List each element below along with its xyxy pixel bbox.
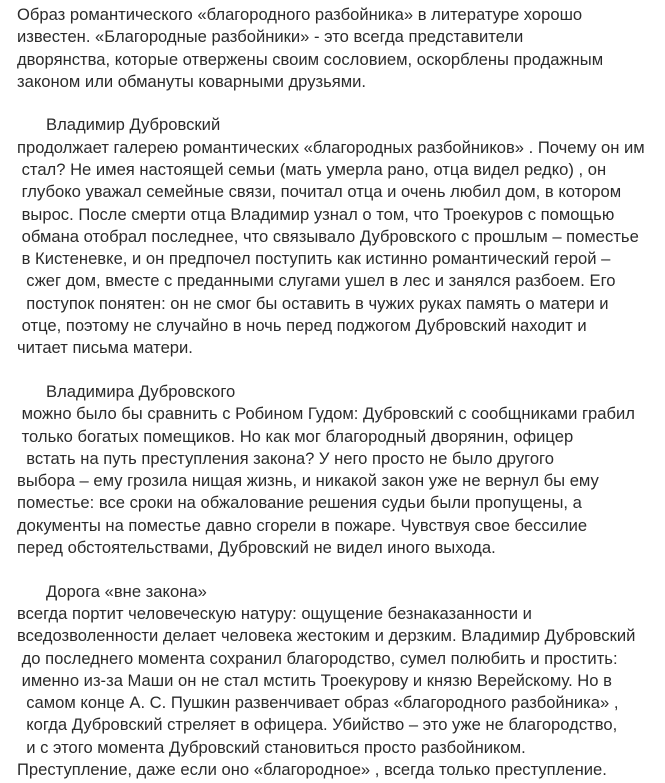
intro-line: дворянства, которые отвержены своим сословием, оскорблены продажным xyxy=(17,49,604,69)
section-2-line: только богатых помещиков. Но как мог благородный дворянин, офицер xyxy=(17,426,574,446)
section-2-line: поместье: все сроки на обжалование решения судьи были пропущены, а xyxy=(17,493,582,513)
section-3-line: самом конце А. С. Пушкин развенчивает образ «благородного разбойника» , xyxy=(17,693,619,713)
section-1-line: вырос. После смерти отца Владимир узнал о том, что Троекуров с помощью xyxy=(17,204,615,224)
section-2-line: встать на путь преступления закона? У него просто не было другого xyxy=(17,448,554,468)
intro-line: Образ романтического «благородного разбойника» в литературе хорошо xyxy=(17,4,583,24)
section-1-line: в Кистеневке, и он предпочел поступить как истинно романтический герой – xyxy=(17,249,611,269)
section-3-line: именно из-за Маши он не стал мстить Троекурову и князю Верейскому. Но в xyxy=(17,670,612,690)
section-2-line: можно было бы сравнить с Робином Гудом: Дубровский с сообщниками грабил xyxy=(17,404,635,424)
section-3-line: вседозволенности делает человека жестоким и дерзким. Владимир Дубровский xyxy=(17,626,636,646)
section-1-line: читает письма матери. xyxy=(17,338,193,358)
section-3-line: Преступление, даже если оно «благородное» , всегда только преступление. xyxy=(17,760,607,779)
section-1-line: обмана отобрал последнее, что связывало Дубровского с прошлым – поместье xyxy=(17,226,639,246)
intro-line: известен. «Благородные разбойники» - это всегда представители xyxy=(17,27,524,47)
section-1-heading: Владимир Дубровский xyxy=(46,115,221,135)
section-3-line: и с этого момента Дубровский становиться просто разбойником. xyxy=(17,737,526,757)
section-1-line: отце, поэтому не случайно в ночь перед поджогом Дубровский находит и xyxy=(17,316,587,335)
section-1-line: глубоко уважал семейные связи, почитал отца и очень любил дом, в котором xyxy=(17,182,622,202)
section-3-heading: Дорога «вне закона» xyxy=(46,581,207,601)
section-2-line: документы на поместье давно сгорели в пожаре. Чувствуя свое бессилие xyxy=(17,515,588,535)
section-2-line: перед обстоятельствами, Дубровский не видел иного выхода. xyxy=(17,538,496,557)
section-1-line: поступок понятен: он не смог бы оставить в чужих руках память о матери и xyxy=(17,293,609,313)
section-2-line: выбора – ему грозила нищая жизнь, и никакой закон уже не вернул бы ему xyxy=(17,471,599,491)
section-1-line: сжег дом, вместе с преданными слугами ушел в лес и занялся разбоем. Его xyxy=(17,271,616,291)
section-1-line: продолжает галерею романтических «благородных разбойников» . Почему он им xyxy=(17,137,645,157)
section-3-line: когда Дубровский стреляет в офицера. Убийство – это уже не благородство, xyxy=(17,715,618,735)
section-2-heading: Владимира Дубровского xyxy=(46,382,236,401)
section-3-line: до последнего момента сохранил благородство, сумел полюбить и простить: xyxy=(17,648,618,668)
section-1-line: стал? Не имея настоящей семьи (мать умерла рано, отца видел редко) , он xyxy=(17,160,607,179)
intro-line: законом или обмануты коварными друзьями. xyxy=(17,71,367,91)
section-3-line: всегда портит человеческую натуру: ощущение безнаказанности и xyxy=(17,603,532,623)
